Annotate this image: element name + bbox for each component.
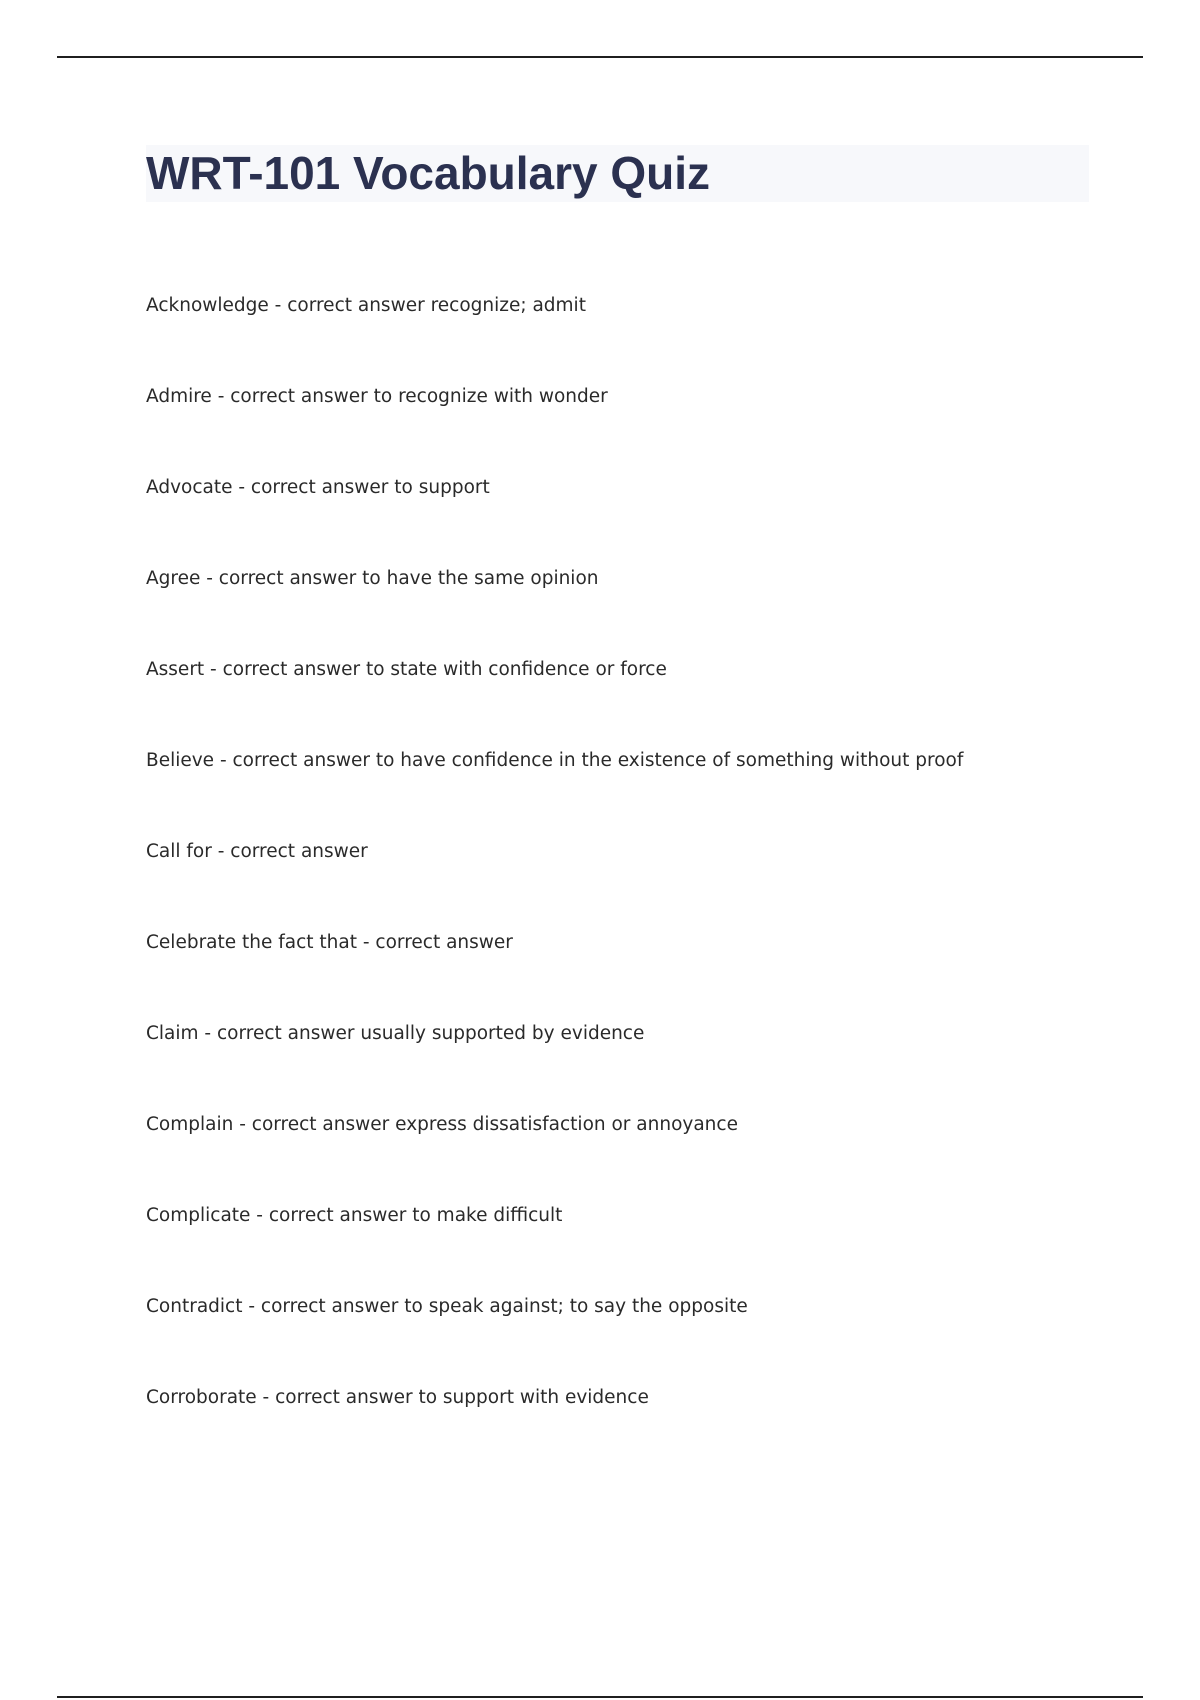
vocabulary-entry: Complicate - correct answer to make difficult [146, 1205, 563, 1226]
vocabulary-entry: Corroborate - correct answer to support with evidence [146, 1387, 649, 1408]
vocabulary-entry: Contradict - correct answer to speak against; to say the opposite [146, 1296, 748, 1317]
vocabulary-entry: Believe - correct answer to have confidence in the existence of something without proof [146, 750, 964, 771]
page-title: WRT-101 Vocabulary Quiz [146, 147, 711, 199]
vocabulary-entry: Complain - correct answer express dissatisfaction or annoyance [146, 1114, 738, 1135]
footer-rule [57, 1696, 1143, 1698]
vocabulary-entry: Advocate - correct answer to support [146, 477, 490, 498]
vocabulary-list [146, 293, 963, 1476]
header-rule [57, 56, 1143, 58]
vocabulary-entry: Acknowledge - correct answer recognize; admit [146, 295, 586, 316]
vocabulary-entry: Call for - correct answer [146, 841, 368, 862]
vocabulary-entry: Admire - correct answer to recognize with wonder [146, 386, 608, 407]
vocabulary-entry: Agree - correct answer to have the same opinion [146, 568, 599, 589]
vocabulary-entry: Assert - correct answer to state with confidence or force [146, 659, 667, 680]
vocabulary-entry: Claim - correct answer usually supported by evidence [146, 1023, 645, 1044]
vocabulary-entry: Celebrate the fact that - correct answer [146, 932, 513, 953]
